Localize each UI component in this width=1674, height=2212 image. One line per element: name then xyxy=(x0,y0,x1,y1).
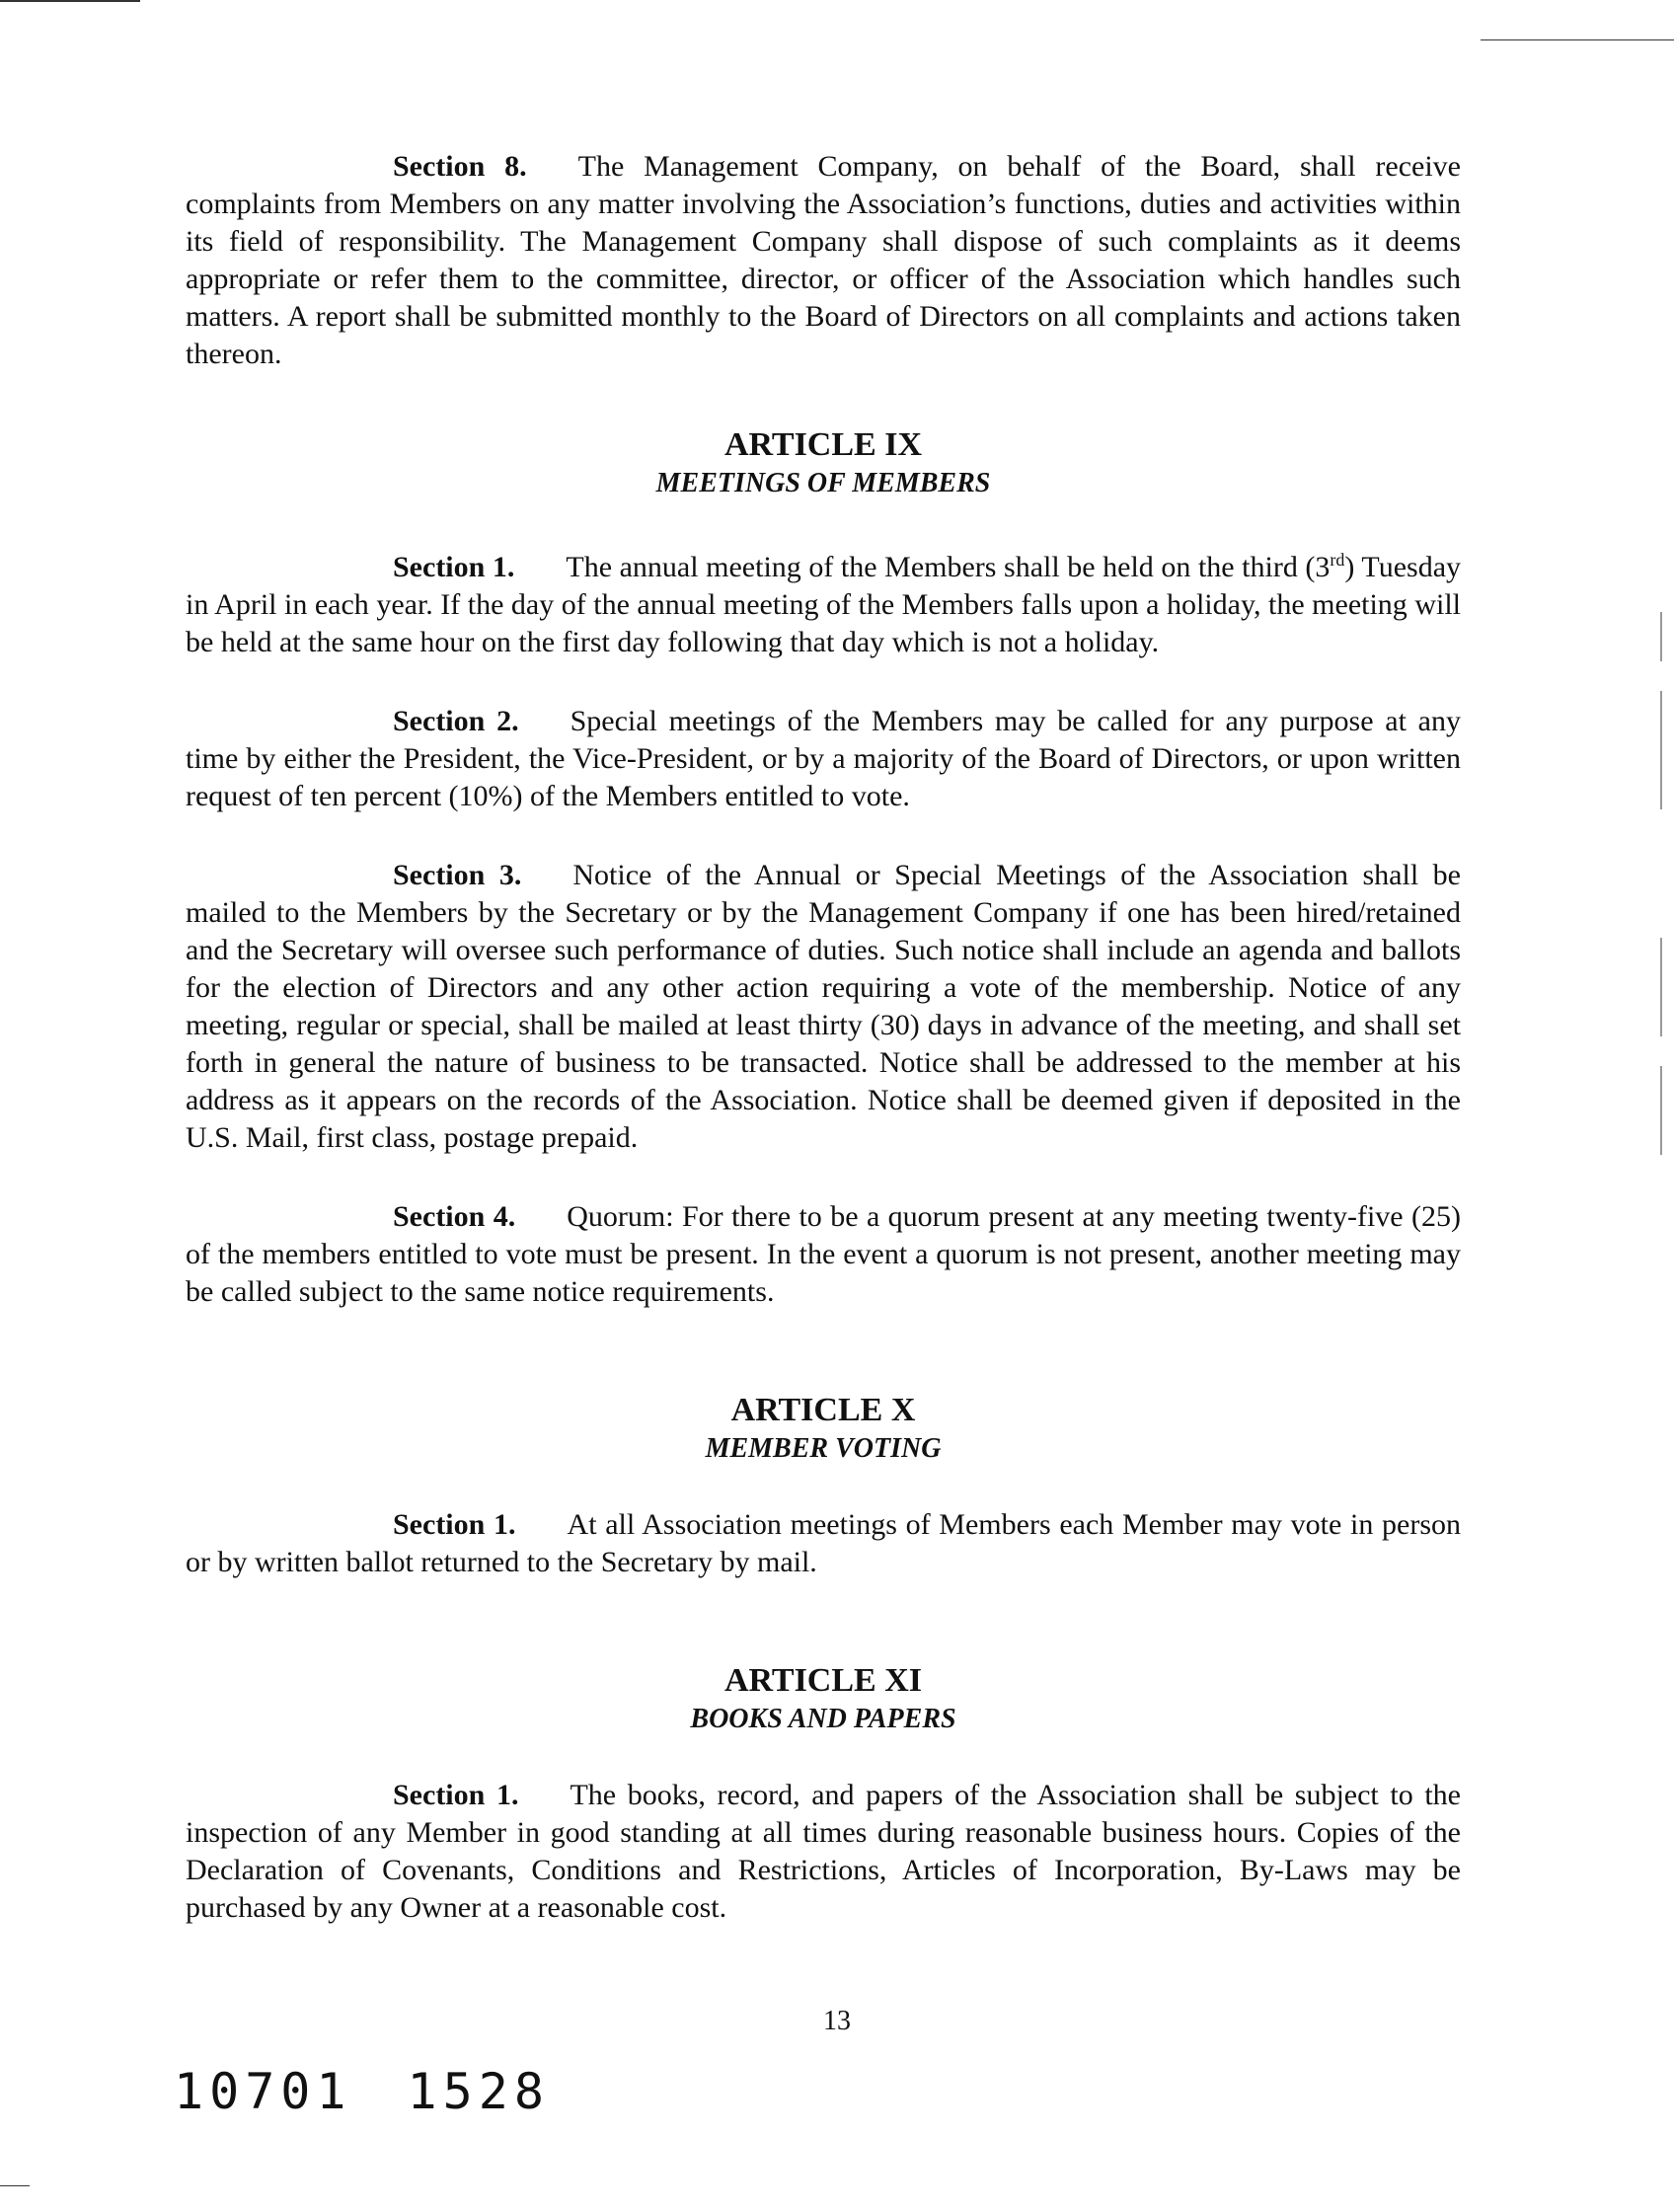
article-10-section-1 xyxy=(186,1506,1461,1581)
article-title: ARTICLE X xyxy=(730,1392,916,1428)
article-subtitle: MEETINGS OF MEMBERS xyxy=(655,468,991,498)
article-9-section-4 xyxy=(186,1198,1461,1311)
article-title: ARTICLE IX xyxy=(723,426,922,463)
section-label: Section 2. xyxy=(393,705,519,737)
section-text: ) Tuesday in April in each year. If the day of the annual meeting of the Members falls upon a holiday, the meeting will be held at the same hour on the first day following that day which is not a holiday. xyxy=(186,551,1462,658)
stamp-book-number: 10701 xyxy=(174,2063,352,2120)
scan-artifact-right-edge xyxy=(1660,1066,1662,1155)
section-label: Section 1. xyxy=(393,551,515,583)
section-label: Section 4. xyxy=(393,1200,516,1233)
section-text: Quorum: For there to be a quorum present at any meeting twenty-five (25) of the members entitled to vote must be present. In the event a quorum is not present, another meeting may be called subject to the same notice requirements. xyxy=(186,1200,1461,1308)
section-text: Special meetings of the Members may be called for any purpose at any time by either the President, the Vice-President, or by a majority of the Board of Directors, or upon written request of ten percent (10%) of the Members entitled to vote. xyxy=(186,705,1461,812)
stamp-page-number: 1528 xyxy=(407,2063,550,2120)
section-text: Notice of the Annual or Special Meetings of the Association shall be mailed to the Members by the Secretary or by the Management Company if one has been hired/retained and the Secretary will oversee such performance of duties. Such notice shall include an agenda and ballots for the election of Directors and any other action requiring a vote of the membership. Notice of any meeting, regular or special, shall be mailed at least thirty (30) days in advance of the meeting, and shall set forth in general the nature of business to be transacted. Notice shall be addressed to the member at his address as it appears on the records of the Association. Notice shall be deemed given if deposited in the U.S. Mail, first class, postage prepaid. xyxy=(186,859,1461,1154)
article-9-section-2 xyxy=(186,703,1461,815)
recording-stamp xyxy=(174,2063,550,2120)
article-9-heading xyxy=(186,424,1461,501)
section-text: At all Association meetings of Members each Member may vote in person or by written ballot returned to the Secretary by mail. xyxy=(186,1508,1462,1578)
article-subtitle: BOOKS AND PAPERS xyxy=(690,1704,956,1734)
document-body xyxy=(186,0,1461,1927)
article-10-heading xyxy=(186,1390,1461,1467)
article-title: ARTICLE XI xyxy=(723,1662,922,1699)
scan-artifact-right-edge xyxy=(1660,612,1662,661)
page-number: 13 xyxy=(823,2006,851,2036)
section-label: Section 1. xyxy=(393,1779,519,1811)
section-label: Section 3. xyxy=(393,859,522,891)
scan-artifact-right-edge xyxy=(1660,691,1662,809)
article-11-heading xyxy=(186,1660,1461,1737)
section-label: Section 8. xyxy=(393,150,527,183)
scan-artifact-top-right xyxy=(1481,39,1674,40)
scan-artifact-right-edge xyxy=(1660,938,1662,1036)
article-11-section-1 xyxy=(186,1777,1461,1927)
section-8-paragraph xyxy=(186,148,1461,373)
superscript: rd xyxy=(1330,550,1345,570)
section-label: Section 1. xyxy=(393,1508,516,1541)
article-subtitle: MEMBER VOTING xyxy=(705,1433,942,1464)
section-text: The books, record, and papers of the Association shall be subject to the inspection of any Member in good standing at all times during reasonable business hours. Copies of the Declaration of Covenants, Conditions and Restrictions, Articles of Incorporation, By-Laws may be purchased by any Owner at a reasonable cost. xyxy=(186,1779,1461,1924)
scan-artifact-bottom-left xyxy=(0,2185,30,2186)
section-text: The Management Company, on behalf of the Board, shall receive complaints from Members on any matter involving the Association’s functions, duties and activities within its field of responsibility. The Management Company shall dispose of such complaints as it deems appropriate or refer them to the committee, director, or officer of the Association which handles such matters. A report shall be submitted monthly to the Board of Directors on all complaints and actions taken thereon. xyxy=(186,150,1462,370)
scan-artifact-top-left xyxy=(0,0,140,2)
article-9-section-1 xyxy=(186,541,1461,661)
section-text: The annual meeting of the Members shall be held on the third (3 xyxy=(566,551,1331,583)
article-9-section-3 xyxy=(186,857,1461,1157)
